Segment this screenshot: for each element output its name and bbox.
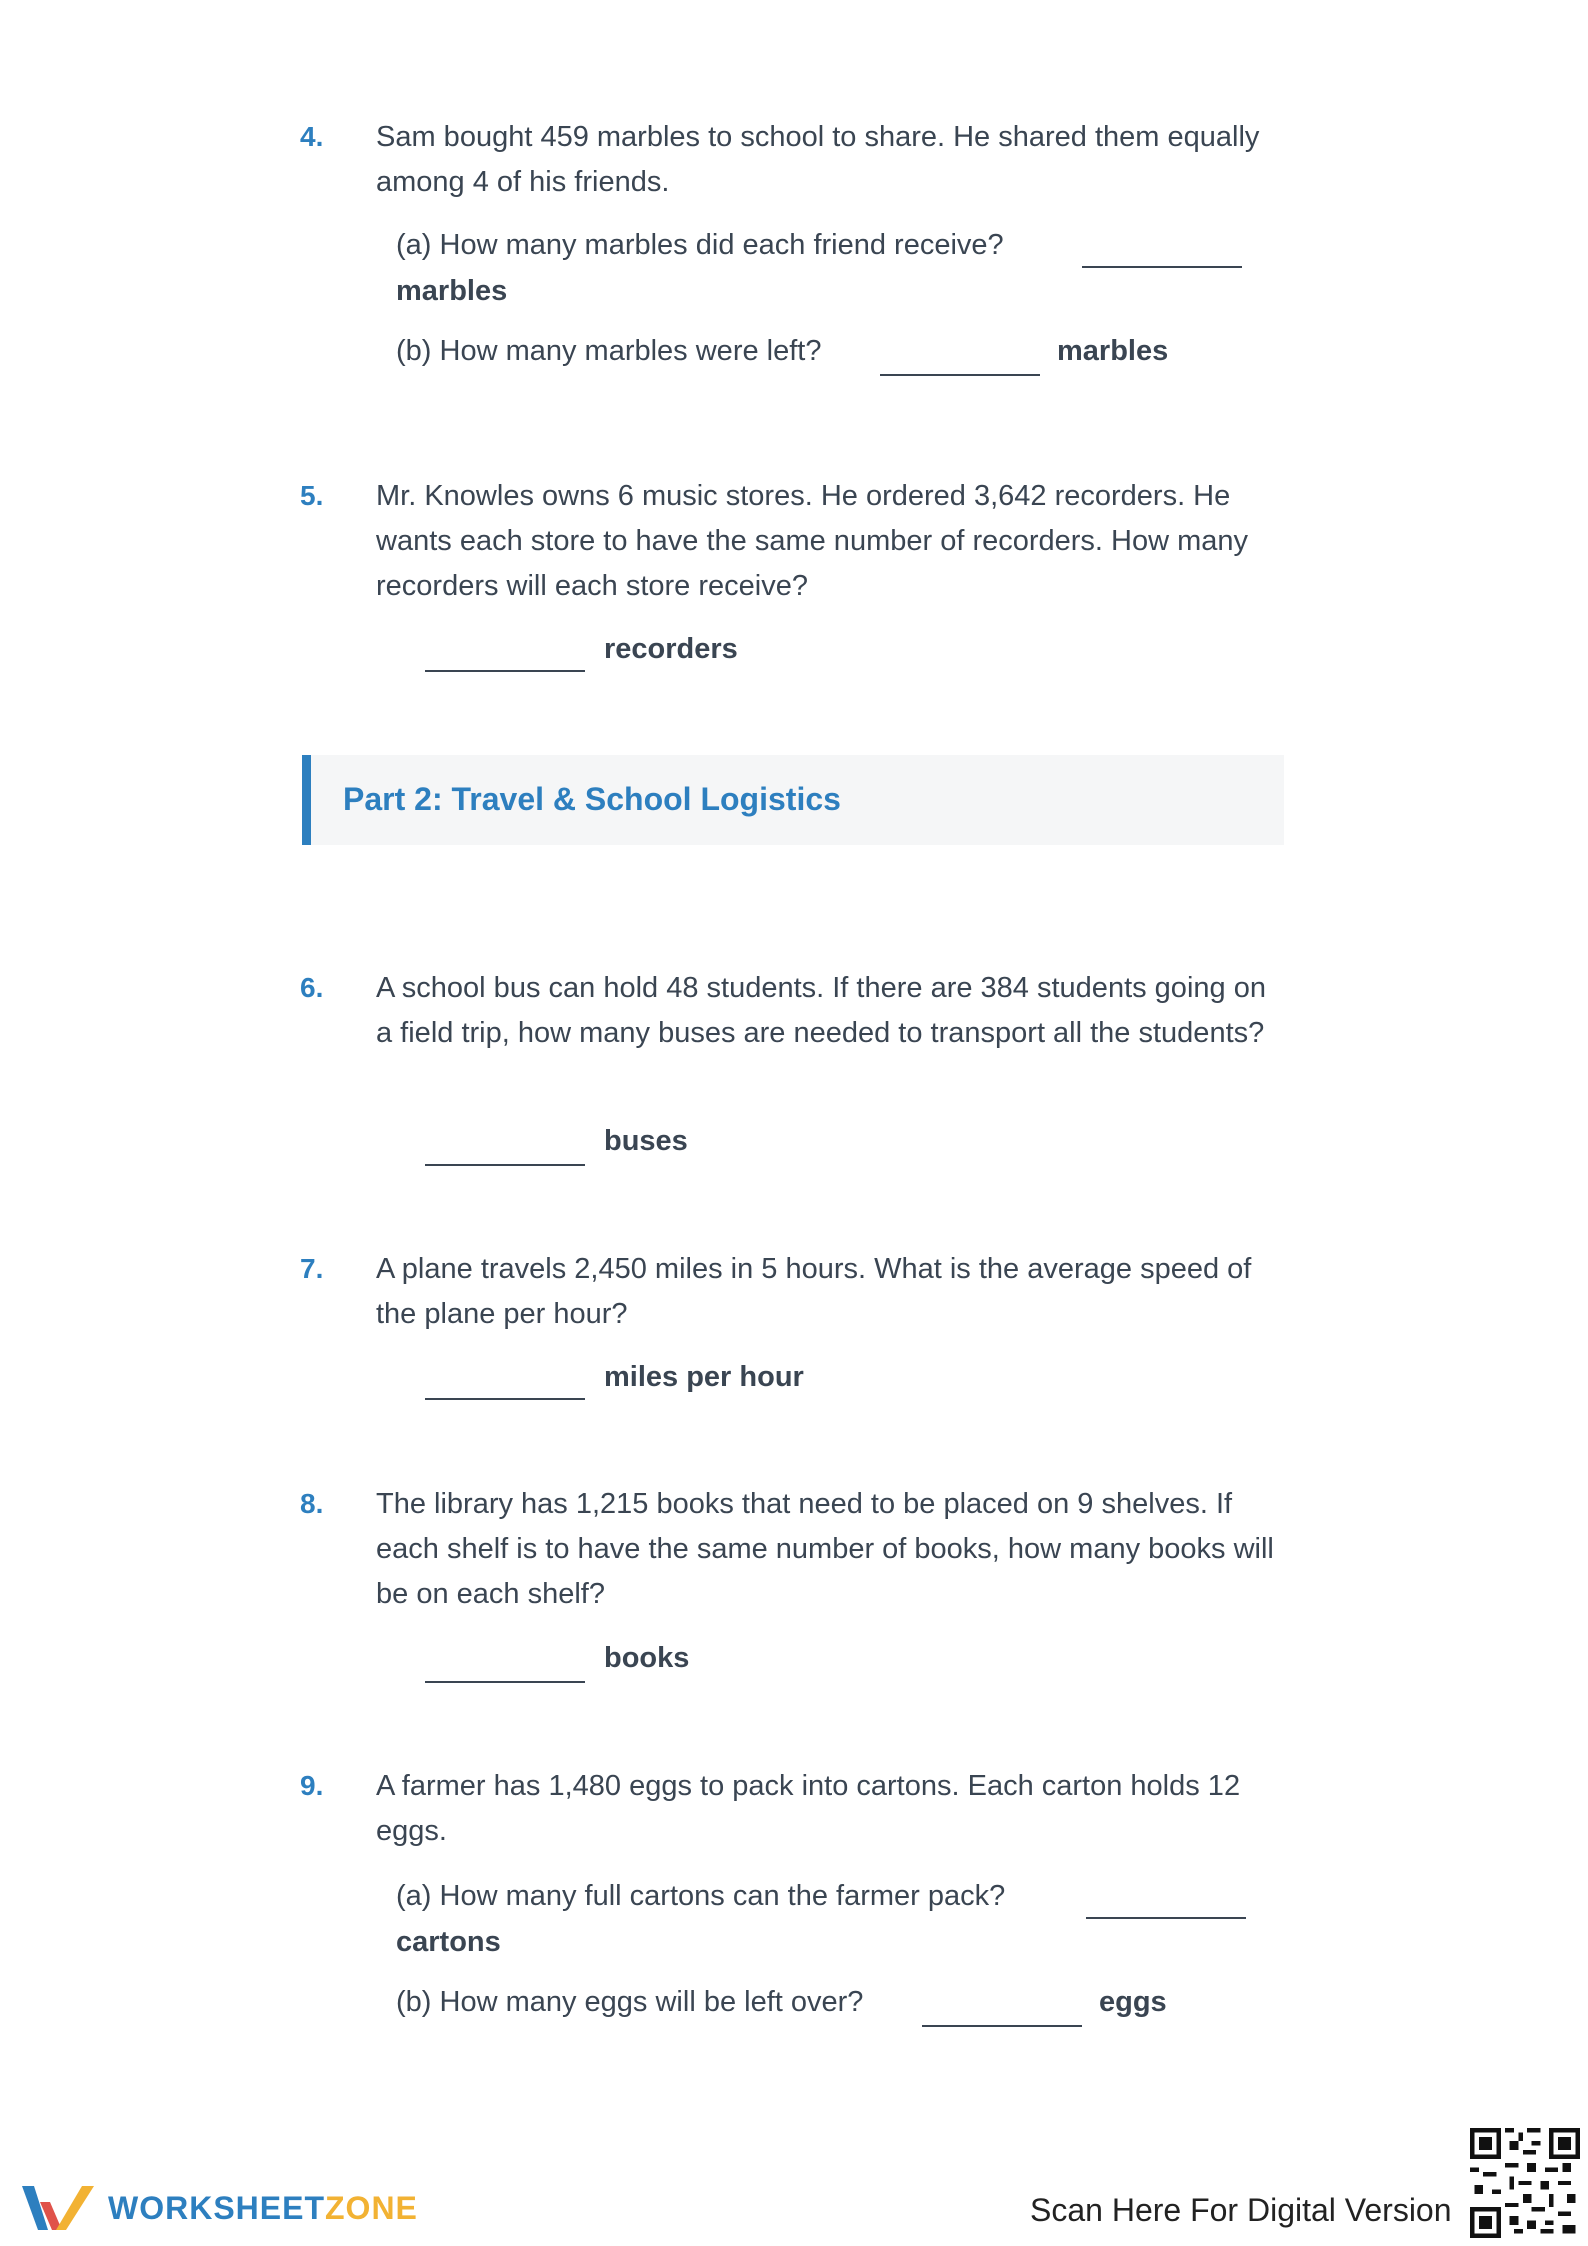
section-header bbox=[302, 755, 1284, 845]
scan-caption: Scan Here For Digital Version bbox=[1030, 2192, 1452, 2228]
question-text: Sam bought 459 marbles to school to share. He shared them equally among 4 of his friends. bbox=[376, 121, 1260, 198]
question-number: 9. bbox=[300, 1770, 324, 1801]
answer-blank-9a[interactable] bbox=[1086, 1917, 1246, 1919]
answer-blank-5[interactable] bbox=[425, 670, 585, 672]
brand-name bbox=[108, 2188, 418, 2228]
unit-label: books bbox=[604, 1642, 690, 1674]
question-number: 6. bbox=[300, 972, 324, 1003]
brand-accent: ZONE bbox=[325, 2190, 418, 2226]
unit-label: cartons bbox=[396, 1926, 501, 1958]
question-9a bbox=[396, 1873, 1005, 1919]
question-7 bbox=[300, 1247, 1290, 1337]
question-9b bbox=[396, 1979, 863, 2025]
subquestion-text: (a) How many full cartons can the farmer pack? bbox=[396, 1880, 1006, 1912]
answer-blank-4a[interactable] bbox=[1082, 266, 1242, 268]
unit-label: recorders bbox=[604, 633, 738, 665]
question-8 bbox=[300, 1482, 1290, 1617]
question-6 bbox=[300, 966, 1290, 1056]
question-4a bbox=[396, 222, 1004, 268]
question-text: A farmer has 1,480 eggs to pack into cartons. Each carton holds 12 eggs. bbox=[376, 1770, 1241, 1847]
brand-main: WORKSHEET bbox=[108, 2190, 325, 2226]
answer-blank-7[interactable] bbox=[425, 1398, 585, 1400]
answer-blank-8[interactable] bbox=[425, 1681, 585, 1683]
worksheetzone-logo-icon bbox=[20, 2178, 96, 2238]
answer-blank-4b[interactable] bbox=[880, 374, 1040, 376]
unit-label: marbles bbox=[396, 275, 508, 307]
question-number: 8. bbox=[300, 1488, 324, 1519]
question-4 bbox=[300, 115, 1290, 205]
subquestion-text: (a) How many marbles did each friend receive? bbox=[396, 229, 1004, 261]
subquestion-text: (b) How many marbles were left? bbox=[396, 335, 822, 367]
question-text: A school bus can hold 48 students. If there are 384 students going on a field trip, how many buses are needed to transport all the students? bbox=[376, 972, 1266, 1049]
question-text: The library has 1,215 books that need to be placed on 9 shelves. If each shelf is to have the same number of books, how many books will be on each shelf? bbox=[376, 1488, 1274, 1610]
question-4b bbox=[396, 328, 821, 374]
question-text: Mr. Knowles owns 6 music stores. He ordered 3,642 recorders. He wants each store to have the same number of recorders. How many recorders will each store receive? bbox=[376, 480, 1249, 602]
question-9 bbox=[300, 1764, 1290, 1854]
unit-label: miles per hour bbox=[604, 1361, 804, 1393]
answer-blank-6[interactable] bbox=[425, 1164, 585, 1166]
question-number: 5. bbox=[300, 480, 324, 511]
question-text: A plane travels 2,450 miles in 5 hours. What is the average speed of the plane per hour? bbox=[376, 1253, 1252, 1330]
answer-blank-9b[interactable] bbox=[922, 2025, 1082, 2027]
unit-label: buses bbox=[604, 1125, 688, 1157]
section-title: Part 2: Travel & School Logistics bbox=[343, 781, 841, 817]
question-number: 7. bbox=[300, 1253, 324, 1284]
unit-label: eggs bbox=[1099, 1986, 1167, 2018]
question-5 bbox=[300, 474, 1290, 609]
question-number: 4. bbox=[300, 121, 324, 152]
unit-label: marbles bbox=[1057, 335, 1169, 367]
qr-code-icon[interactable] bbox=[1470, 2128, 1580, 2238]
subquestion-text: (b) How many eggs will be left over? bbox=[396, 1986, 864, 2018]
